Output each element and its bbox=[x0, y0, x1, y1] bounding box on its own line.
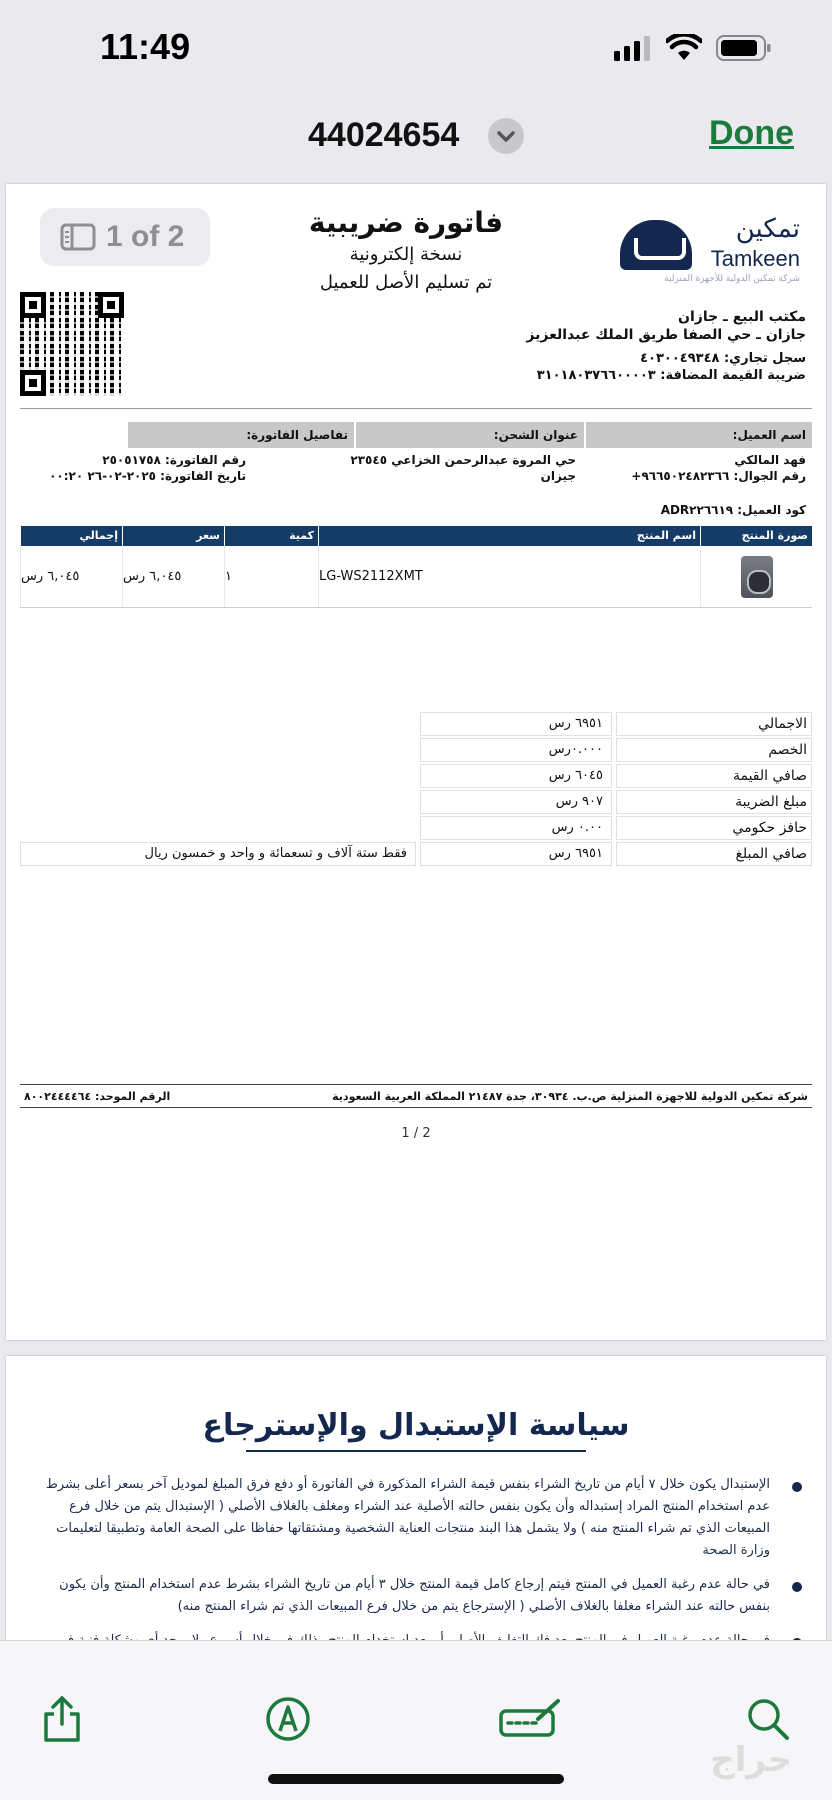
sales-office bbox=[446, 308, 806, 344]
policy-title: سياسة الإستبدال والإسترجاع bbox=[202, 1408, 630, 1443]
office-name: مكتب البيع ـ جازان bbox=[678, 309, 806, 325]
shipping-info bbox=[346, 452, 576, 484]
item-image bbox=[700, 546, 812, 607]
col-price: سعر bbox=[122, 526, 224, 546]
company-logo bbox=[616, 212, 806, 292]
shipping-line-1: حي المروة عبدالرحمن الخزاعي ٢٣٥٤٥ bbox=[350, 453, 576, 467]
totals-label: صافي المبلغ bbox=[616, 842, 812, 866]
col-total: إجمالي bbox=[20, 526, 122, 546]
totals-value: ٦٠٤٥ رس bbox=[420, 764, 612, 788]
totals-value: ٦٩٥١ رس bbox=[420, 842, 612, 866]
totals-row bbox=[20, 738, 812, 763]
battery-icon bbox=[716, 34, 772, 62]
item-total: ٦,٠٤٥ رس bbox=[20, 546, 122, 607]
cellular-signal-icon bbox=[612, 35, 652, 61]
signature-icon bbox=[498, 1697, 564, 1741]
item-price: ٦,٠٤٥ رس bbox=[122, 546, 224, 607]
page-indicator-label: 1 of 2 bbox=[106, 220, 185, 253]
washing-machine-image bbox=[741, 556, 773, 598]
markup-icon bbox=[264, 1695, 312, 1743]
done-button[interactable]: Done bbox=[709, 114, 794, 152]
vat-number: ضريبة القيمة المضافة: ٣١٠١٨٠٣٧٦٦٠٠٠٠٣ bbox=[536, 368, 806, 383]
status-time: 11:49 bbox=[100, 26, 191, 67]
logo-mark bbox=[620, 220, 692, 270]
invoice-title: فاتورة ضريبية bbox=[308, 206, 504, 239]
qr-code bbox=[20, 292, 124, 396]
item-name: LG-WS2112XMT bbox=[318, 546, 700, 607]
customer-header: اسم العميل: bbox=[586, 422, 812, 448]
totals-value: ٩٠٧ رس bbox=[420, 790, 612, 814]
customer-code: كود العميل: ADR٢٢٦٦١٩ bbox=[660, 503, 806, 517]
invoice-date: تاريخ الفاتورة: ٢٠٢٥-٠٢-٢٦ ٠٠:٢٠ bbox=[49, 469, 246, 483]
totals-row bbox=[20, 790, 812, 815]
qr-eye bbox=[98, 292, 124, 318]
totals-value: ٦٩٥١ رس bbox=[420, 712, 612, 736]
qr-eye bbox=[20, 370, 46, 396]
wifi-icon bbox=[666, 34, 702, 62]
chevron-down-icon bbox=[488, 118, 524, 154]
items-table-header bbox=[20, 526, 812, 546]
title-menu-button[interactable] bbox=[488, 118, 524, 154]
logo-tagline: شركة تمكين الدولية للأجهزة المنزلية bbox=[664, 274, 800, 284]
totals-row bbox=[20, 764, 812, 789]
invoice-number: رقم الفاتورة: ٢٥٠٥١٧٥٨ bbox=[102, 453, 246, 467]
invoice-details-header: تفاصيل الفاتورة: bbox=[128, 422, 354, 448]
totals-row bbox=[20, 816, 812, 841]
policy-title-underline bbox=[246, 1450, 586, 1452]
page-indicator[interactable] bbox=[40, 208, 210, 266]
totals-label: مبلغ الضريبة bbox=[616, 790, 812, 814]
totals-row bbox=[20, 842, 812, 867]
col-name: اسم المنتج bbox=[318, 526, 700, 546]
customer-mobile: رقم الجوال: ٩٦٦٥٠٢٤٨٢٣٦٦+ bbox=[631, 469, 806, 483]
markup-button[interactable] bbox=[260, 1691, 316, 1747]
share-icon bbox=[40, 1694, 84, 1744]
office-address: جازان ـ حي الصفا طريق الملك عبدالعزيز bbox=[526, 327, 806, 343]
footer-company: شركة تمكين الدولية للاجهزة المنزلية ص.ب. ٣٠٩٣٤، جدة ٢١٤٨٧ المملكة العربية السعودية bbox=[332, 1090, 808, 1103]
commercial-register: سجل تجاري: ٤٠٣٠٠٤٩٣٤٨ bbox=[640, 351, 806, 366]
invoice-footer bbox=[20, 1084, 812, 1108]
totals-row bbox=[20, 712, 812, 737]
totals-label: الاجمالي bbox=[616, 712, 812, 736]
totals-value: ٠.٠٠٠رس bbox=[420, 738, 612, 762]
totals-label: صافي القيمة bbox=[616, 764, 812, 788]
logo-arabic: تمكين bbox=[735, 214, 800, 244]
navigation-bar bbox=[0, 100, 832, 180]
search-icon bbox=[745, 1696, 791, 1742]
amount-in-words: فقط ستة آلاف و تسعمائة و واحد و خمسون ريال bbox=[20, 842, 416, 866]
share-button[interactable] bbox=[34, 1691, 90, 1747]
footer-unified-number: الرقم الموحد: ٨٠٠٢٤٤٤٤٦٤ bbox=[24, 1090, 171, 1103]
qr-eye bbox=[20, 292, 46, 318]
info-header-row bbox=[20, 422, 812, 448]
shipping-line-2: جيزان bbox=[540, 469, 576, 483]
logo-english: Tamkeen bbox=[710, 246, 800, 271]
watermark: حراج bbox=[710, 1740, 792, 1780]
policy-item: الإستبدال يكون خلال ٧ أيام من تاريخ الشراء بنفس قيمة الشراء المذكورة في الفاتورة أو دفع فرق المبلغ لموديل آخر بسعر أعلى بشرط عدم استخدام المنتج المراد إستبداله وأن يكون بنفس حالته الأصلية عند الشراء ومغلف بالغلاف الأصلي ( الإستبدال يتم من خلال فرع المبيعات الذي تم شراء المنتج منه ) ولا يشمل هذا البند منتجات العناية الشخصية ومشتقاتها حفاظا على الصحة العامة وتطبيقا لتعليمات وزارة الصحة bbox=[36, 1474, 806, 1562]
col-qty: كمية bbox=[224, 526, 318, 546]
totals-value: ٠.٠٠ رس bbox=[420, 816, 612, 840]
policy-item: في حالة عدم رغبة العميل في المنتج فيتم إرجاع كامل قيمة المنتج خلال ٣ أيام من تاريخ الشراء بشرط عدم استخدام المنتج وأن يكون بنفس حالته عند الشراء مغلفا بالغلاف الأصلي ( الإسترجاع يتم من خلال فرع المبيعات الذي تم شراء المنتج منه) bbox=[36, 1574, 806, 1618]
shipping-header: عنوان الشحن: bbox=[356, 422, 584, 448]
invoice-page-2[interactable] bbox=[6, 1356, 826, 1656]
totals-table bbox=[20, 712, 812, 868]
home-indicator[interactable] bbox=[268, 1774, 564, 1784]
sidebar-icon bbox=[60, 222, 96, 252]
item-qty: ١ bbox=[224, 546, 318, 607]
table-row bbox=[20, 546, 812, 608]
invoice-page-1[interactable] bbox=[6, 184, 826, 1340]
totals-label: الخصم bbox=[616, 738, 812, 762]
page-number: 1 / 2 bbox=[401, 1126, 431, 1141]
col-image: صورة المنتج bbox=[700, 526, 812, 546]
status-bar bbox=[0, 0, 832, 100]
customer-name: فهد المالكي bbox=[734, 453, 806, 467]
invoice-info bbox=[36, 452, 246, 484]
totals-label: حافز حكومي bbox=[616, 816, 812, 840]
search-button[interactable] bbox=[740, 1691, 796, 1747]
invoice-subtitle-2: تم تسليم الأصل للعميل bbox=[319, 272, 493, 293]
customer-info bbox=[586, 452, 806, 484]
invoice-subtitle: نسخة إلكترونية bbox=[349, 244, 463, 265]
signature-button[interactable] bbox=[496, 1691, 566, 1747]
document-title[interactable]: 44024654 bbox=[308, 116, 460, 154]
status-icons bbox=[612, 34, 772, 62]
registration-info bbox=[446, 350, 806, 384]
divider bbox=[20, 408, 812, 409]
